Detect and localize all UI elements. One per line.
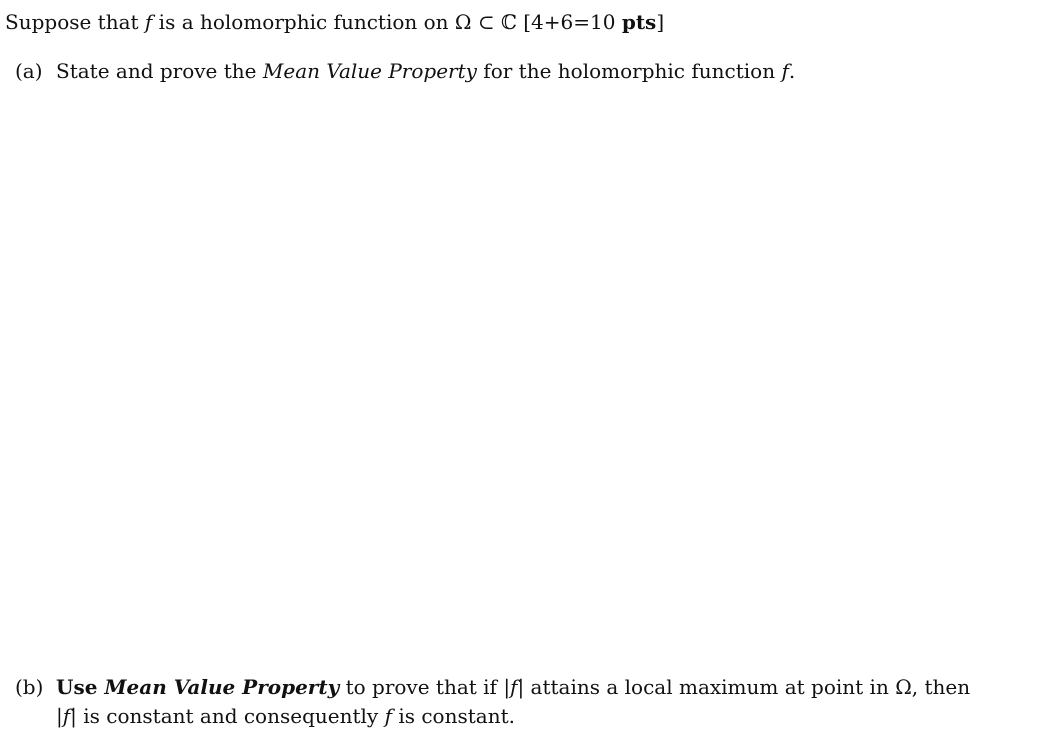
part-a-text-3: .: [788, 59, 796, 83]
points-close: ]: [656, 10, 665, 34]
part-b-line-2: [56, 703, 515, 729]
question-intro: [5, 9, 664, 35]
intro-text-2: is a holomorphic function on: [152, 10, 455, 34]
part-b-text-3: , then: [911, 675, 971, 699]
part-b-label: (b): [15, 675, 44, 699]
part-a-label: (a): [15, 59, 43, 83]
part-a-text-2: for the holomorphic function: [476, 59, 782, 83]
intro-text-1: Suppose that: [5, 10, 145, 34]
domain-expression: Ω ⊂ ℂ: [454, 10, 517, 34]
part-a-emphasis: Mean Value Property: [262, 59, 477, 83]
omega-symbol: Ω: [895, 675, 912, 699]
part-b-text-1: to prove that if: [339, 675, 504, 699]
part-b-bold-use: Use: [56, 675, 105, 699]
function-symbol: f: [781, 59, 789, 83]
abs-f-expression: |f|: [56, 704, 77, 728]
part-b-text-5: is constant.: [391, 704, 515, 728]
points-open: [4+6=10: [516, 10, 622, 34]
points-label: pts: [621, 10, 657, 34]
part-b-line-1: [15, 674, 970, 700]
part-b-text-2: attains a local maximum at point in: [524, 675, 896, 699]
part-b-text-4: is constant and consequently: [76, 704, 385, 728]
function-symbol: f: [384, 704, 392, 728]
part-a: [15, 58, 795, 84]
function-symbol: f: [144, 10, 153, 34]
part-b-emphasis: Mean Value Property: [104, 675, 340, 699]
abs-f-expression: |f|: [503, 675, 525, 699]
part-a-text-1: State and prove the: [56, 59, 263, 83]
